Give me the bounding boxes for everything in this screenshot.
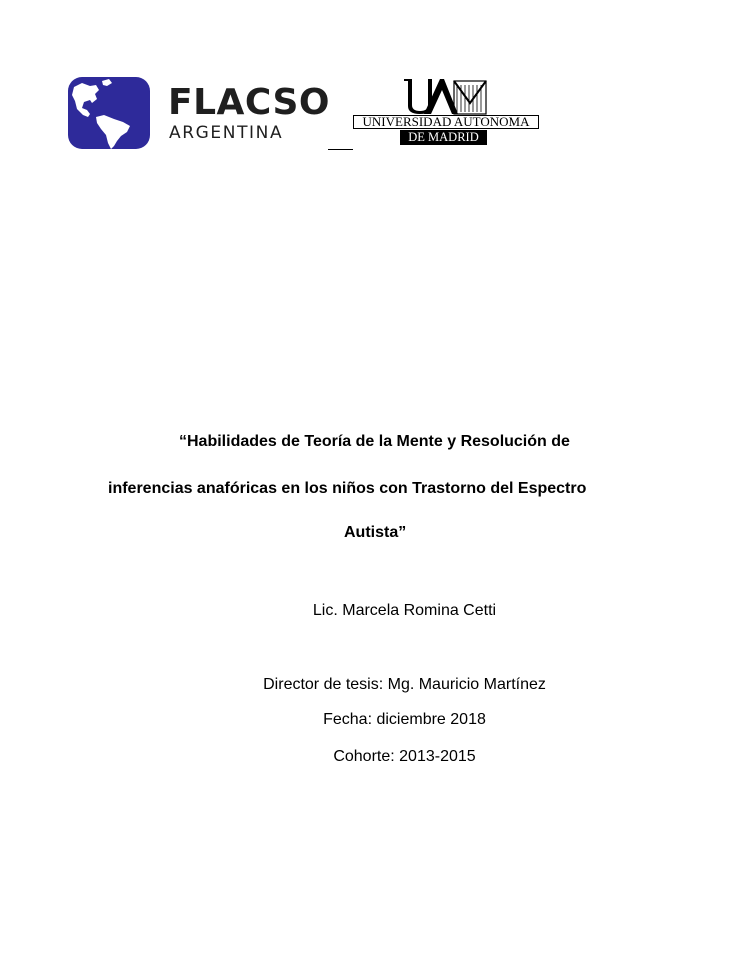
flacso-logo (68, 77, 330, 149)
cohort: Cohorte: 2013-2015 (333, 748, 476, 765)
author-name: Lic. Marcela Romina Cetti (312, 602, 497, 619)
uam-city-band: DE MADRID (400, 130, 487, 145)
thesis-director: Director de tesis: Mg. Mauricio Martínez (263, 676, 546, 693)
flacso-name: FLACSO (168, 82, 331, 123)
logo-divider (328, 149, 353, 150)
flacso-subtitle: ARGENTINA (169, 123, 284, 143)
uam-university-name: UNIVERSIDAD AUTONOMA (362, 114, 530, 129)
title-line-1: “Habilidades de Teoría de la Mente y Resolución de (179, 433, 570, 450)
title-line-2: inferencias anafóricas en los niños con Trastorno del Espectro (108, 480, 587, 497)
title-line-3: Autista” (344, 524, 407, 541)
uam-logo (353, 77, 541, 147)
submission-date: Fecha: diciembre 2018 (323, 711, 486, 728)
americas-map-icon (68, 77, 150, 149)
uam-monogram-icon (402, 77, 488, 115)
